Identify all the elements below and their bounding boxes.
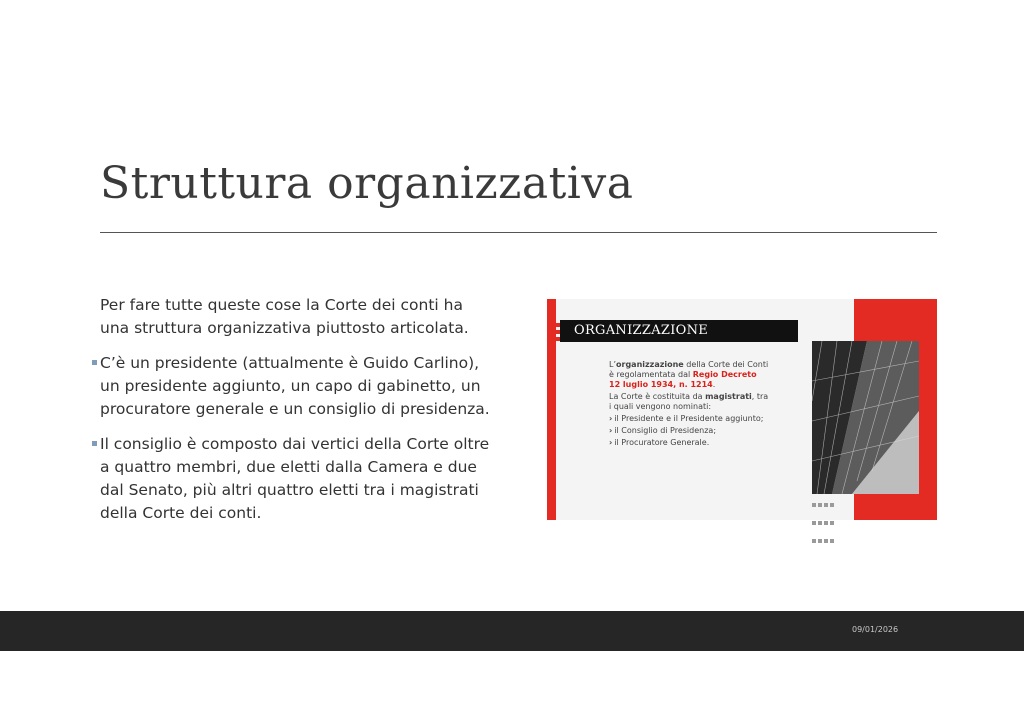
slide-body	[92, 294, 492, 537]
text-run: magistrati	[705, 392, 752, 401]
decree-reference: Regio Decreto 12 luglio 1934, n. 1214	[609, 370, 757, 389]
red-side-bar	[547, 299, 556, 520]
image-text	[609, 360, 769, 450]
list-text: il Procuratore Generale.	[614, 438, 710, 447]
text-run: , tra i quali vengono nominati:	[609, 392, 769, 411]
building-photo-graphic	[812, 341, 919, 494]
chevron-right-icon: ›	[609, 426, 613, 435]
slide-title: Struttura organizzativa	[100, 158, 634, 209]
bullet-text: C’è un presidente (attualmente è Guido Carlino), un presidente aggiunto, un capo di gabinetto, un procuratore generale e un consiglio di presidenza.	[100, 354, 490, 418]
image-list-item	[609, 438, 769, 448]
image-banner: ORGANIZZAZIONE	[560, 320, 798, 342]
dot-grid-decoration	[812, 496, 842, 518]
bullet-text: Il consiglio è composto dai vertici della Corte oltre a quattro membri, due eletti dalla Camera e due dal Senato, più altri quattro eletti tra i magistrati della Corte dei conti.	[100, 435, 490, 522]
square-bullet-icon	[92, 441, 97, 446]
image-paragraph-2	[609, 392, 769, 412]
list-text: il Consiglio di Presidenza;	[614, 426, 717, 435]
list-text: il Presidente e il Presidente aggiunto;	[614, 414, 764, 423]
image-list-item	[609, 426, 769, 436]
chevron-right-icon: ›	[609, 414, 613, 423]
square-bullet-icon	[92, 360, 97, 365]
text-run: .	[712, 380, 716, 389]
title-divider	[100, 232, 937, 233]
bullet-item	[92, 352, 492, 421]
text-run: della Corte dei Conti è regolamentata dal	[609, 360, 769, 379]
building-photo	[812, 341, 919, 494]
chevron-right-icon: ›	[609, 438, 613, 447]
footer-date: 09/01/2026	[852, 625, 899, 634]
intro-paragraph: Per fare tutte queste cose la Corte dei conti ha una struttura organizzativa piuttosto articolata.	[100, 296, 469, 337]
image-paragraph-1	[609, 360, 769, 390]
text-run: La Corte è costituita da	[609, 392, 706, 401]
text-run: organizzazione	[616, 360, 684, 369]
bullet-item	[92, 433, 492, 525]
organization-image	[547, 299, 937, 520]
image-list-item	[609, 414, 769, 424]
text-run: L’	[609, 360, 616, 369]
